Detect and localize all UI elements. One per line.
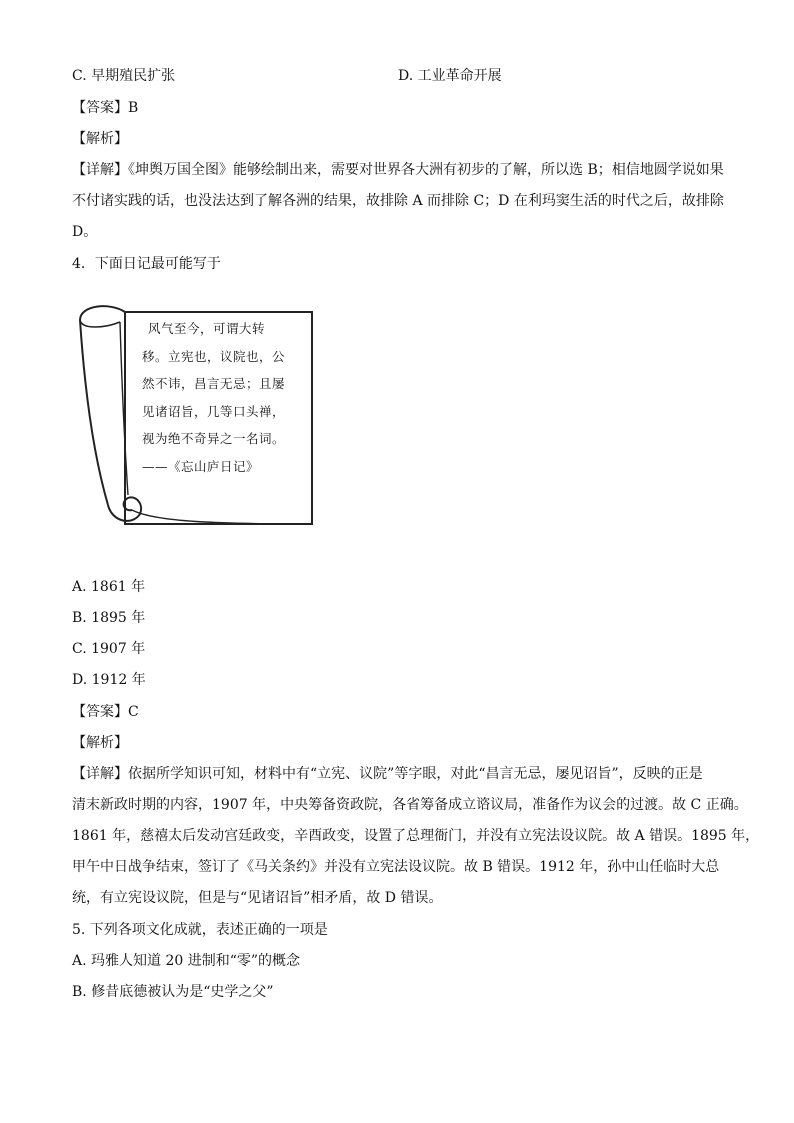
q4-analysis-label: 【解析】 bbox=[72, 735, 128, 751]
q4-detail-line-5: 统，有立宪设议院，但是与“见诸诏旨”相矛盾，故 D 错误。 bbox=[72, 890, 443, 906]
q5-stem: 5. 下列各项文化成就，表述正确的一项是 bbox=[72, 922, 328, 938]
q3-detail-line-1: 【详解】《坤舆万国全图》能够绘制出来，需要对世界各大洲有初步的了解，所以选 B；相信地圆学说如果 bbox=[72, 162, 724, 178]
q3-answer: 【答案】B bbox=[72, 100, 139, 116]
q5-option-a: A. 玛雅人知道 20 进制和“零”的概念 bbox=[72, 953, 301, 969]
q4-option-c: C. 1907 年 bbox=[72, 641, 146, 657]
q4-detail-line-1: 【详解】依据所学知识可知，材料中有“立宪、议院”等字眼，对此“昌言无忌，屡见诏旨”，反映的正是 bbox=[72, 766, 703, 782]
q3-detail-line-3: D。 bbox=[72, 224, 98, 240]
diary-line: 视为绝不奇异之一名词。 bbox=[142, 431, 286, 446]
q3-detail-line-2: 不付诸实践的话，也没法达到了解各洲的结果，故排除 A 而排除 C；D 在利玛窦生活的时代之后，故排除 bbox=[72, 193, 724, 209]
diary-line: 然不讳，昌言无忌；且屡 bbox=[142, 376, 286, 391]
q4-detail-line-4: 甲午中日战争结束，签订了《马关条约》并没有立宪法设议院。故 B 错误。1912 年，孙中山任临时大总 bbox=[72, 859, 720, 875]
diary-line: 风气至今，可谓大转 bbox=[148, 321, 266, 336]
q3-analysis-label: 【解析】 bbox=[72, 131, 128, 147]
diary-source: ——《忘山庐日记》 bbox=[142, 458, 260, 474]
q4-detail-line-3: 1861 年，慈禧太后发动宫廷政变，辛酉政变，设置了总理衙门，并没有立宪法设议院。故 A 错误。1895 年， bbox=[72, 828, 760, 844]
q4-option-b: B. 1895 年 bbox=[72, 610, 146, 626]
option-d-text: D. 工业革命开展 bbox=[398, 68, 502, 84]
q5-option-b: B. 修昔底德被认为是“史学之父” bbox=[72, 984, 274, 1000]
q4-stem: 4．下面日记最可能写于 bbox=[72, 256, 221, 272]
q4-detail-line-2: 清末新政时期的内容，1907 年，中央筹备资政院，各省筹备成立谘议局，准备作为议会的过渡。故 C 正确。 bbox=[72, 797, 748, 813]
option-c-text: C. 早期殖民扩张 bbox=[72, 68, 176, 84]
diary-line: 见诸诏旨，几等口头禅， bbox=[142, 403, 286, 419]
q4-option-a: A. 1861 年 bbox=[72, 579, 146, 595]
diary-text bbox=[142, 315, 302, 480]
q4-answer: 【答案】C bbox=[72, 704, 139, 720]
q4-option-d: D. 1912 年 bbox=[72, 672, 146, 688]
diary-line: 移。立宪也，议院也，公 bbox=[142, 348, 286, 364]
